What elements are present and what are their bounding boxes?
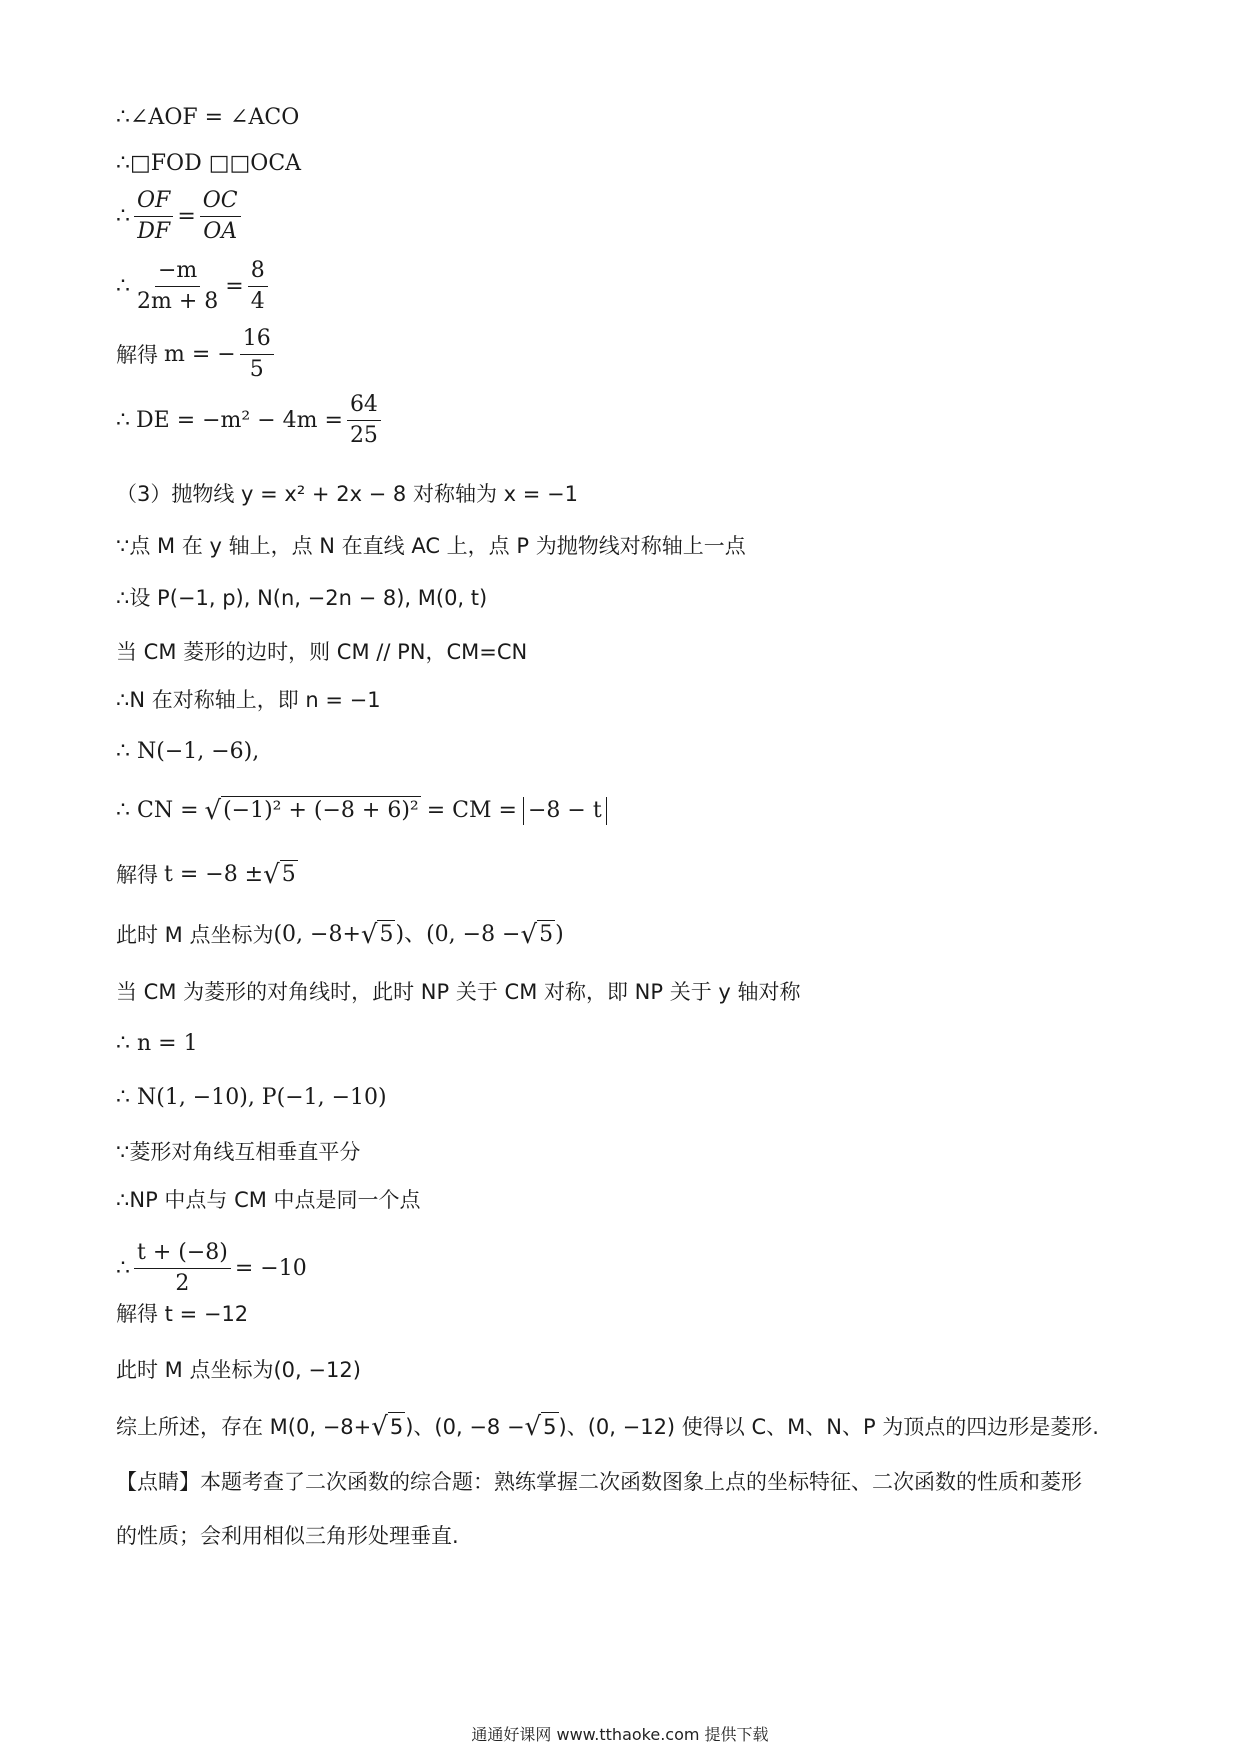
line-rhombus-property: ∵菱形对角线互相垂直平分 [116,1140,361,1164]
line-ratio-values: ∴ $\frac{-m}{2m + 8}$ = $\frac{8}{4}$ [116,256,272,317]
line-summary-2: 的性质；会利用相似三角形处理垂直. [116,1524,459,1548]
line-case-diagonal: 当 CM 为菱形的对角线时，此时 NP 关于 CM 对称，即 NP 关于 y 轴对称 [116,980,801,1004]
fraction: $\frac{16}{5}$ [240,324,274,385]
line-midpoint-equation: ∴ $\frac{t + (-8)}{2}$ = −10 [116,1238,307,1299]
line-n-on-axis: ∴N 在对称轴上，即 n = −1 [116,688,381,712]
fraction: $\frac{OC}{OA}$ [200,186,241,247]
fraction: $\frac{-m}{2m + 8}$ [137,258,219,314]
line-solve-t1: 解得 t = −8 ± √ 5 [116,860,296,890]
line-part3-axis: （3）抛物线 y = x² + 2x − 8 对称轴为 x = −1 [116,482,578,506]
line-angle-equal: ∴∠AOF = ∠ACO [116,105,300,130]
line-ratio-letters: ∴ $\frac{OF}{DF}$ = $\frac{OC}{OA}$ [116,186,245,247]
square-root: √ 5 [360,920,394,950]
absolute-value: −8 − t [523,797,607,825]
line-n-p-points: ∴ N(1, −10), P(−1, −10) [116,1085,387,1110]
line-n-point: ∴ N(−1, −6), [116,739,260,764]
line-cn-length: ∴ CN = √ (−1)² + (−8 + 6)² = CM = −8 − t [116,796,607,825]
line-n-equals-1: ∴ n = 1 [116,1031,198,1056]
line-midpoint: ∴NP 中点与 CM 中点是同一个点 [116,1188,421,1212]
fraction: $\frac{64}{25}$ [347,390,381,451]
line-solve-t2: 解得 t = −12 [116,1302,249,1326]
fraction: $\frac{8}{4}$ [248,256,268,317]
page-footer: 通通好课网 www.tthaoke.com 提供下载 [471,1725,769,1744]
square-root: √ 5 [520,920,554,950]
line-de-value: ∴ DE = −m² − 4m = $\frac{64}{25}$ [116,390,385,451]
square-root: √ (−1)² + (−8 + 6)² [204,796,419,826]
line-given-points: ∵点 M 在 y 轴上，点 N 在直线 AC 上，点 P 为抛物线对称轴上一点 [116,534,746,558]
line-summary-1: 【点睛】本题考查了二次函数的综合题：熟练掌握二次函数图象上点的坐标特征、二次函数的性质和菱形 [116,1470,1082,1494]
line-conclusion: 综上所述，存在 M (0, −8+ √ 5 )、(0, −8 − √ 5 ) 、(0, −12) 使得以 C、M、N、P 为顶点的四边形是菱形. [116,1412,1099,1442]
square-root: √ 5 [263,860,296,890]
line-solve-m: 解得 m = − $\frac{16}{5}$ [116,324,278,385]
fraction: $\frac{t + (-8)}{2}$ [134,1238,231,1299]
line-m-coordinates-2: 此时 M 点坐标为(0, −12) [116,1358,361,1382]
line-case-side: 当 CM 菱形的边时，则 CM // PN，CM=CN [116,640,528,664]
square-root: √ 5 [371,1412,404,1442]
line-similar-triangles: ∴□FOD □□OCA [116,151,302,176]
line-set-coordinates: ∴设 P(−1, p), N(n, −2n − 8), M(0, t) [116,586,488,610]
fraction: $\frac{OF}{DF}$ [134,186,173,247]
square-root: √ 5 [524,1412,557,1442]
line-m-coordinates-1: 此时 M 点坐标为 (0, −8+ √ 5 )、(0, −8 − √ 5 ) [116,920,564,950]
